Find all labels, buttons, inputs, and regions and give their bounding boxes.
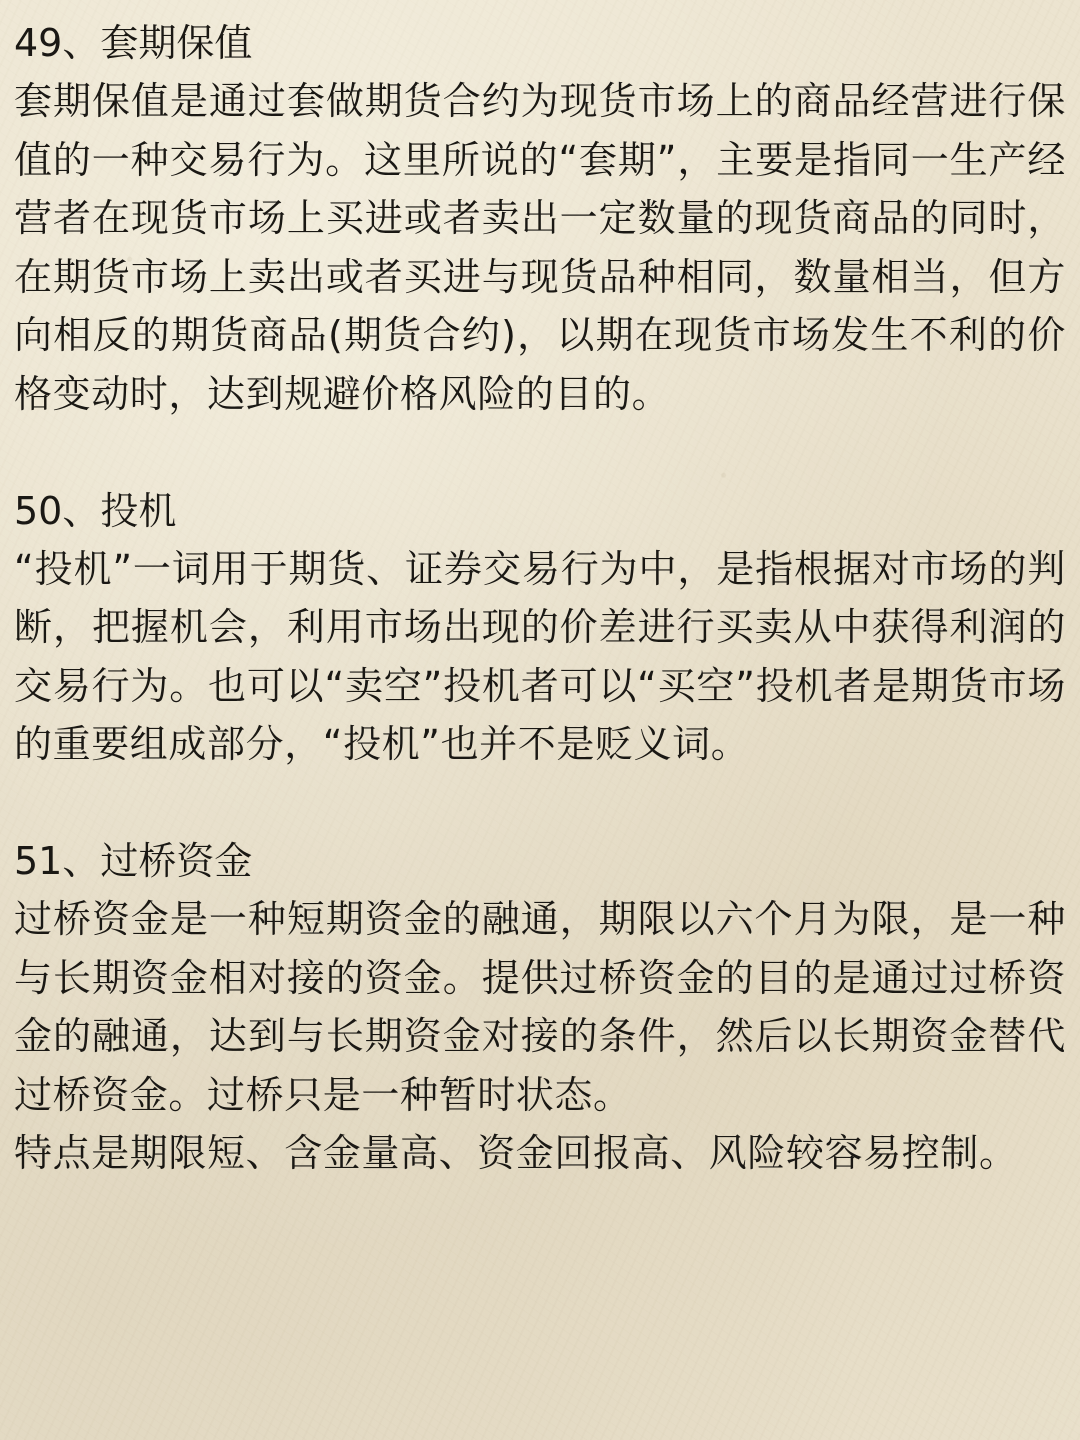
section-speculation <box>14 482 1066 774</box>
section-spacer <box>14 424 1066 482</box>
section-hedging <box>14 14 1066 424</box>
section-paragraph: “投机”一词用于期货、证券交易行为中，是指根据对市场的判断，把握机会，利用市场出现的价差进行买卖从中获得利润的交易行为。也可以“卖空”投机者可以“买空”投机者是期货市场的重要组成部分，“投机”也并不是贬义词。 <box>14 546 1066 767</box>
document-page <box>14 14 1066 1183</box>
section-spacer <box>14 774 1066 832</box>
section-heading: 51、过桥资金 <box>14 838 253 883</box>
section-paragraph: 过桥资金是一种短期资金的融通，期限以六个月为限，是一种与长期资金相对接的资金。提供过桥资金的目的是通过过桥资金的融通，达到与长期资金对接的条件，然后以长期资金替代过桥资金。过桥只是一种暂时状态。 <box>14 896 1066 1117</box>
section-heading: 50、投机 <box>14 488 177 533</box>
section-heading: 49、套期保值 <box>14 21 253 65</box>
section-bridge-funds <box>14 832 1066 1183</box>
section-paragraph: 套期保值是通过套做期货合约为现货市场上的商品经营进行保值的一种交易行为。这里所说的“套期”，主要是指同一生产经营者在现货市场上买进或者卖出一定数量的现货商品的同时，在期货市场上卖出或者买进与现货品种相同，数量相当，但方向相反的期货商品(期货合约)，以期在现货市场发生不利的价格变动时，达到规避价格风险的目的。 <box>14 79 1066 416</box>
section-paragraph: 特点是期限短、含金量高、资金回报高、风险较容易控制。 <box>14 1131 1018 1176</box>
